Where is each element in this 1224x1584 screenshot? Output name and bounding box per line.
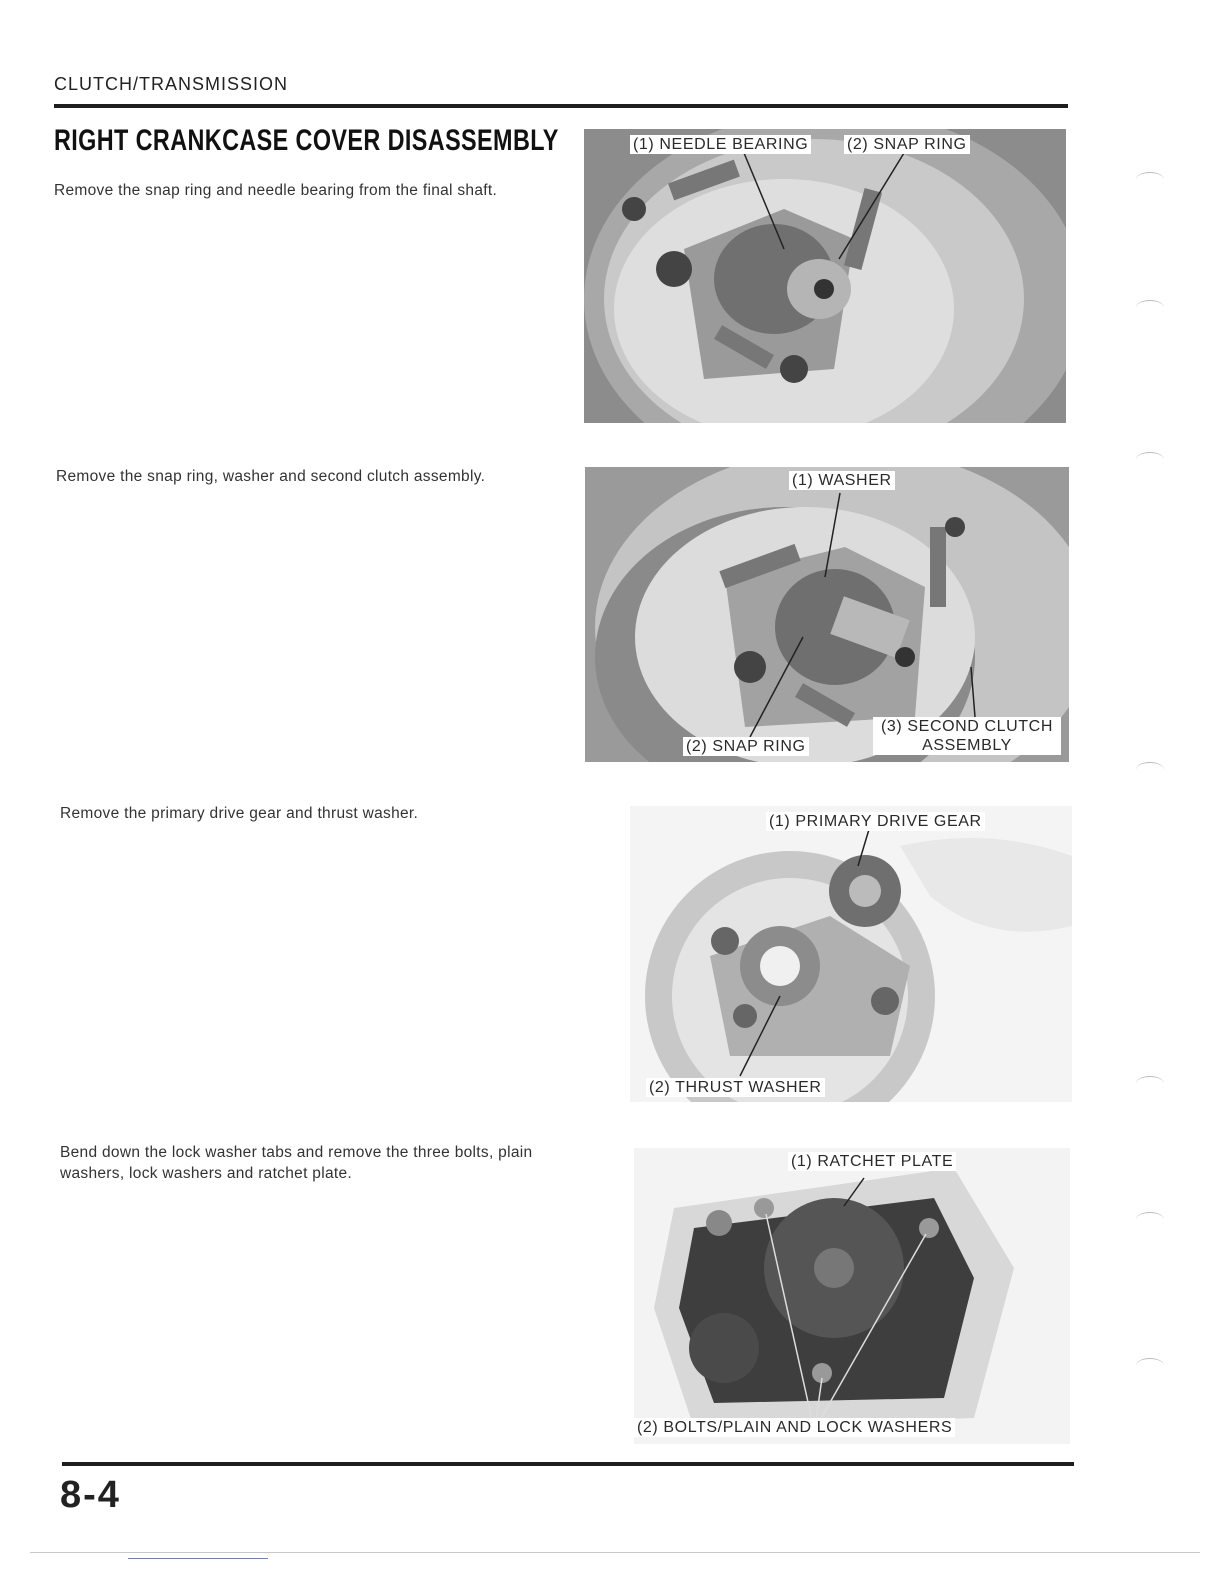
- scan-edge-line: [30, 1552, 1200, 1553]
- step-2-photo: [585, 467, 1069, 762]
- step-2-text: Remove the snap ring, washer and second clutch assembly.: [56, 468, 486, 485]
- callout-ratchet-plate: (1) RATCHET PLATE: [788, 1152, 956, 1171]
- callout-needle-bearing: (1) NEEDLE BEARING: [630, 135, 811, 154]
- margin-mark: [1136, 300, 1164, 315]
- margin-mark: [1136, 452, 1164, 467]
- section-header: CLUTCH/TRANSMISSION: [54, 74, 289, 94]
- callout-primary-drive-gear: (1) PRIMARY DRIVE GEAR: [766, 812, 985, 831]
- footer-rule: [62, 1462, 1074, 1466]
- page-title: RIGHT CRANKCASE COVER DISASSEMBLY: [54, 124, 559, 157]
- scan-edge-blue-line: [128, 1558, 268, 1559]
- step-3-text: Remove the primary drive gear and thrust washer.: [60, 805, 419, 822]
- step-1-photo: [584, 129, 1066, 423]
- margin-mark: [1136, 1212, 1164, 1227]
- margin-mark: [1136, 172, 1164, 187]
- callout-bolts-washers: (2) BOLTS/PLAIN AND LOCK WASHERS: [634, 1418, 955, 1437]
- margin-mark: [1136, 762, 1164, 777]
- margin-mark: [1136, 1358, 1164, 1373]
- step-4-photo: [634, 1148, 1070, 1444]
- header-rule: [54, 104, 1068, 108]
- callout-second-clutch-assembly: (3) SECOND CLUTCH ASSEMBLY: [873, 717, 1061, 755]
- callout-washer: (1) WASHER: [789, 471, 895, 490]
- callout-snap-ring: (2) SNAP RING: [683, 737, 809, 756]
- callout-thrust-washer: (2) THRUST WASHER: [646, 1078, 825, 1097]
- step-4-text: Bend down the lock washer tabs and remove the three bolts, plain washers, lock washers and ratchet plate.: [60, 1144, 533, 1182]
- page-number: 8-4: [60, 1474, 121, 1516]
- callout-snap-ring: (2) SNAP RING: [844, 135, 970, 154]
- margin-mark: [1136, 1076, 1164, 1091]
- step-3-photo: [630, 806, 1072, 1102]
- step-1-text: Remove the snap ring and needle bearing from the final shaft.: [54, 182, 498, 199]
